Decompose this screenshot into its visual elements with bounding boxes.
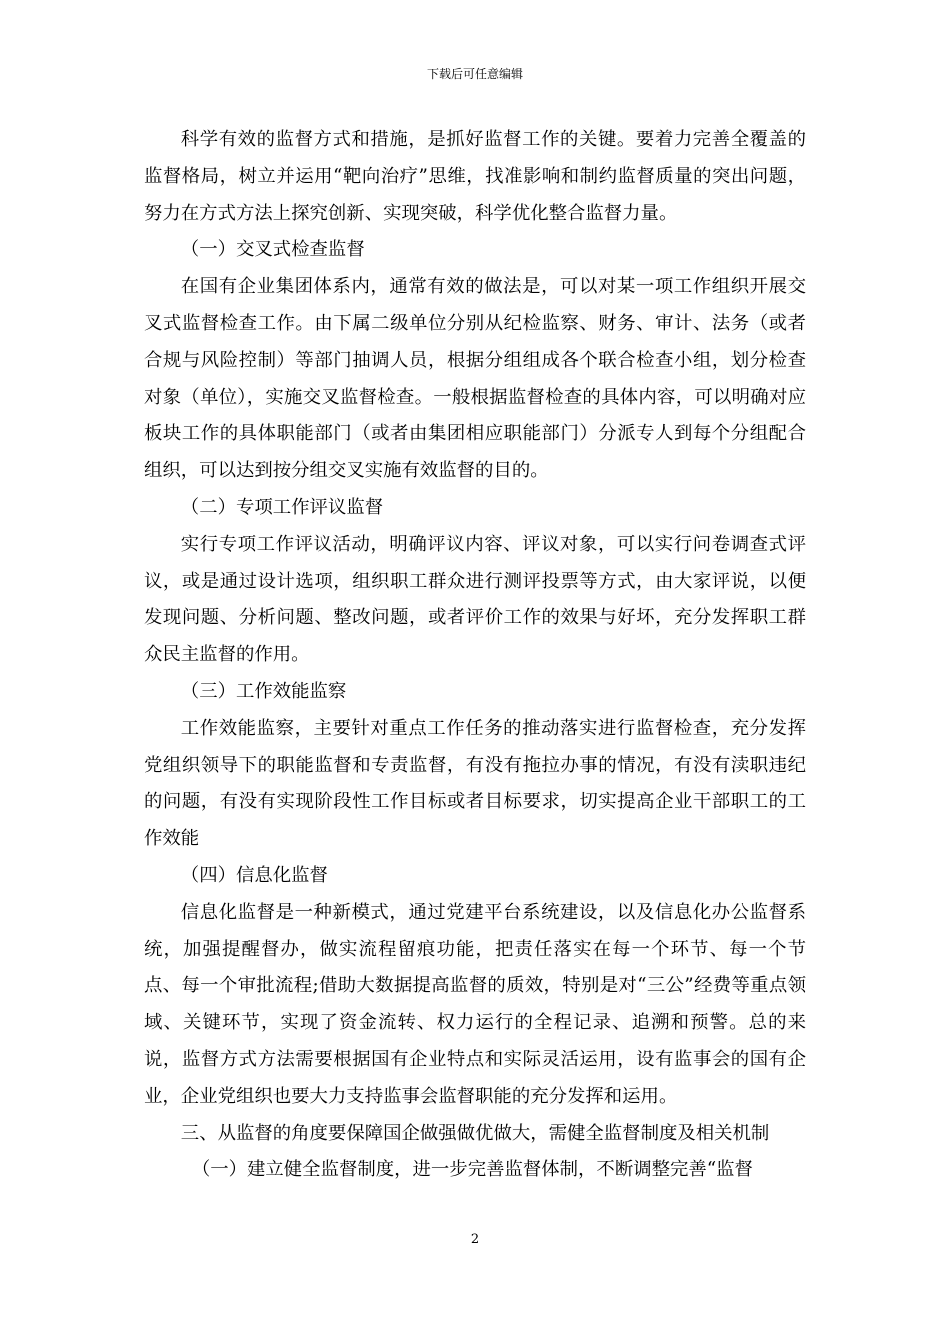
section-heading: （二）专项工作评议监督 <box>180 496 384 518</box>
page-number: 2 <box>470 1232 480 1247</box>
paragraph: 工作效能监察，主要针对重点工作任务的推动落实进行监督检查，充分发挥党组织领导下的职能监督和专责监督，有没有拖拉办事的情况，有没有渎职违纪的问题，有没有实现阶段性工作目标或者目标要求，切实提高企业干部职工的工作效能 <box>144 717 806 850</box>
section-heading: （一）交叉式检查监督 <box>180 239 365 261</box>
page-header: 下载后可任意编辑 <box>426 67 523 81</box>
paragraph: 在国有企业集团体系内，通常有效的做法是，可以对某一项工作组织开展交叉式监督检查工作。由下属二级单位分别从纪检监察、财务、审计、法务（或者合规与风险控制）等部门抽调人员，根据分组组成各个联合检查小组，划分检查对象（单位），实施交叉监督检查。一般根据监督检查的具体内容，可以明确对应板块工作的具体职能部门（或者由集团相应职能部门）分派专人到每个分组配合组织，可以达到按分组交叉实施有效监督的目的。 <box>144 276 806 482</box>
document-body <box>144 122 806 1189</box>
paragraph: 信息化监督是一种新模式，通过党建平台系统建设，以及信息化办公监督系统，加强提醒督办，做实流程留痕功能，把责任落实在每一个环节、每一个节点、每一个审批流程;借助大数据提高监督的质效，特别是对“三公”经费等重点领域、关键环节，实现了资金流转、权力运行的全程记录、追溯和预警。总的来说，监督方式方法需要根据国有企业特点和实际灵活运用，设有监事会的国有企业，企业党组织也要大力支持监事会监督职能的充分发挥和运用。 <box>144 901 806 1107</box>
paragraph: 科学有效的监督方式和措施，是抓好监督工作的关键。要着力完善全覆盖的监督格局，树立并运用“靶向治疗”思维，找准影响和制约监督质量的突出问题，努力在方式方法上探究创新、实现突破，科学优化整合监督力量。 <box>144 129 806 224</box>
chapter-heading: 三、从监督的角度要保障国企做强做优做大，需健全监督制度及相关机制 <box>180 1122 770 1144</box>
paragraph: 实行专项工作评议活动，明确评议内容、评议对象，可以实行问卷调查式评议，或是通过设计选项，组织职工群众进行测评投票等方式，由大家评说，以便发现问题、分析问题、整改问题，或者评价工作的效果与好坏，充分发挥职工群众民主监督的作用。 <box>144 533 806 666</box>
section-heading: （四）信息化监督 <box>180 864 328 886</box>
section-heading: （一）建立健全监督制度，进一步完善监督体制，不断调整完善“监督 <box>191 1159 753 1181</box>
section-heading: （三）工作效能监察 <box>180 680 347 702</box>
